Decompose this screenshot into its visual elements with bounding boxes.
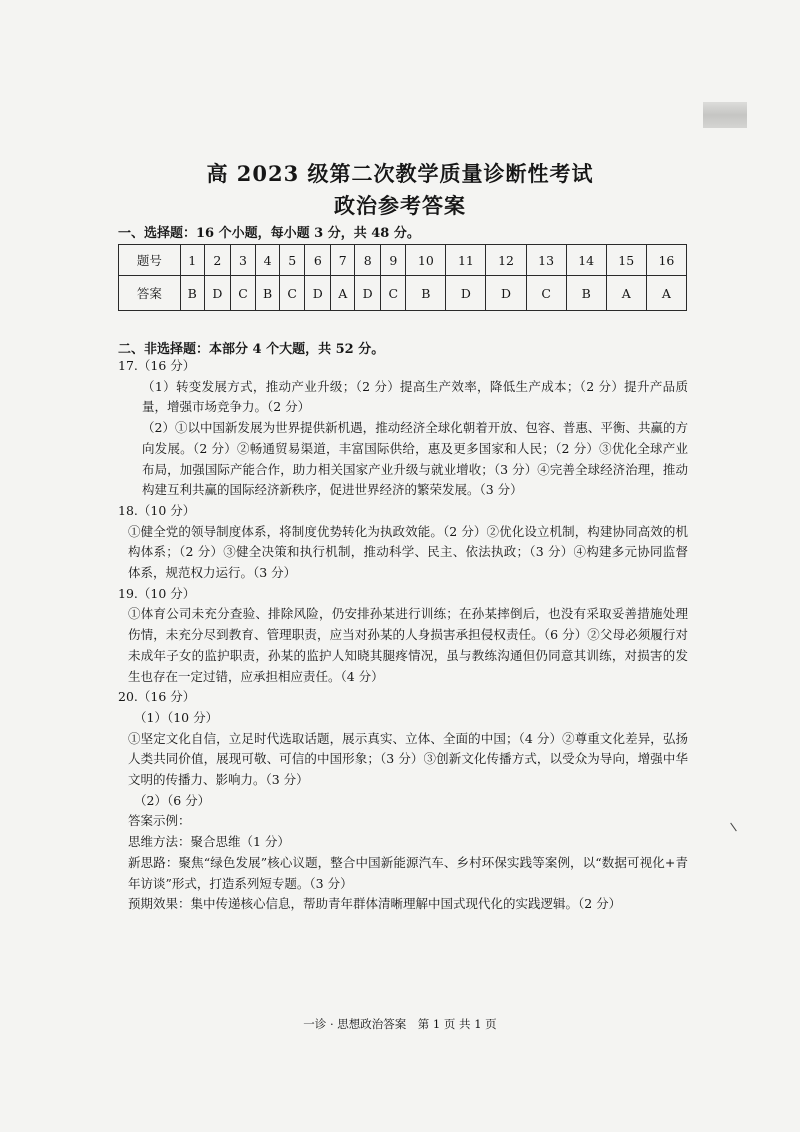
scan-corner-mark (703, 102, 747, 128)
section2-heading: 二、非选择题：本部分 4 个大题，共 52 分。 (118, 342, 385, 357)
question-number-cell: 6 (305, 245, 331, 276)
q20-sub1-answer: ①坚定文化自信，立足时代选取话题，展示真实、立体、全面的中国；（4 分）②尊重文化差异，弘扬人类共同价值，展现可敬、可信的中国形象；（3 分）③创新文化传播方式，以受众为导向，增强中华文明的传播力、影响力。（3 分） (128, 730, 688, 788)
page-footer: 一诊 · 思想政治答案 第 1 页 共 1 页 (303, 1017, 497, 1031)
answers-body (118, 356, 688, 915)
q20-expected-effect: 预期效果：集中传递核心信息，帮助青年群体清晰理解中国式现代化的实践逻辑。（2 分） (128, 896, 622, 912)
answer-table (118, 244, 687, 311)
answer-cell: C (230, 276, 255, 311)
answer-cell: A (646, 276, 686, 311)
q20-thinking-method: 思维方法：聚合思维（1 分） (128, 834, 290, 850)
q17-part2: （2）①以中国新发展为世界提供新机遇，推动经济全球化朝着开放、包容、普惠、平衡、共赢的方向发展。（2 分）②畅通贸易渠道，丰富国际供给，惠及更多国家和人民；（2 分）③优化全球产业布局，加强国际产能合作，助力相关国家产业升级与就业增收；（3 分）④完善全球经济治理，推动构建互利共赢的国际经济新秩序，促进世界经济的繁荣发展。（3 分） (142, 420, 688, 498)
q17-heading: 17.（16 分） (118, 358, 196, 373)
answer-cell: B (406, 276, 446, 311)
question-number-cell: 11 (446, 245, 486, 276)
question-number-cell: 7 (331, 245, 355, 276)
question-number-cell: 12 (486, 245, 526, 276)
answer-cell: C (526, 276, 566, 311)
q19-heading: 19.（10 分） (118, 585, 196, 601)
answer-cell: D (355, 276, 381, 311)
answer-cell: B (180, 276, 204, 311)
row-header-number: 题号 (119, 245, 181, 276)
q20-sub2-heading: （2）（6 分） (134, 792, 211, 808)
stray-pen-mark (730, 823, 737, 832)
q18-answer: ①健全党的领导制度体系，将制度优势转化为执政效能。（2 分）②优化设立机制，构建协同高效的机构体系；（2 分）③健全决策和执行机制，推动科学、民主、依法执政；（3 分）④构建多元协同监督体系，规范权力运行。（3 分） (128, 523, 688, 581)
question-number-row (119, 245, 687, 276)
answer-cell: D (446, 276, 486, 311)
answer-row (119, 276, 687, 311)
q20-example-label: 答案示例： (128, 813, 191, 829)
q20-heading: 20.（16 分） (118, 689, 196, 705)
exam-subtitle: 政治参考答案 (334, 193, 466, 218)
answer-cell: D (486, 276, 526, 311)
question-number-cell: 15 (606, 245, 646, 276)
question-number-cell: 8 (355, 245, 381, 276)
question-number-cell: 4 (256, 245, 280, 276)
q19-answer: ①体育公司未充分查验、排除风险，仍安排孙某进行训练；在孙某摔倒后，也没有采取妥善措施处理伤情，未充分尽到教育、管理职责，应当对孙某的人身损害承担侵权责任。（6 分）②父母必须履行对未成年子女的监护职责，孙某的监护人知晓其腿疼情况，虽与教练沟通但仍同意其训练，对损害的发生也存在一定过错，应承担相应责任。（4 分） (128, 606, 688, 684)
question-number-cell: 14 (566, 245, 606, 276)
answer-cell: B (256, 276, 280, 311)
exam-title: 高 2023 级第二次教学质量诊断性考试 (206, 161, 594, 186)
answer-cell: A (606, 276, 646, 311)
q18-heading: 18.（10 分） (118, 502, 196, 518)
answer-cell: C (280, 276, 305, 311)
q20-sub1-heading: （1）（10 分） (134, 709, 219, 725)
answer-cell: A (331, 276, 355, 311)
question-number-cell: 2 (204, 245, 230, 276)
question-number-cell: 16 (646, 245, 686, 276)
answer-cell: D (204, 276, 230, 311)
question-number-cell: 1 (180, 245, 204, 276)
answer-cell: B (566, 276, 606, 311)
q20-new-idea: 新思路：聚焦“绿色发展”核心议题，整合中国新能源汽车、乡村环保实践等案例，以“数据可视化+青年访谈”形式，打造系列短专题。（3 分） (128, 854, 688, 891)
answer-cell: C (381, 276, 406, 311)
q17-part1: （1）转变发展方式，推动产业升级；（2 分）提高生产效率，降低生产成本；（2 分）提升产品质量，增强市场竞争力。（2 分） (142, 378, 688, 415)
answer-cell: D (305, 276, 331, 311)
question-number-cell: 9 (381, 245, 406, 276)
row-header-answer: 答案 (119, 276, 181, 311)
question-number-cell: 10 (406, 245, 446, 276)
question-number-cell: 13 (526, 245, 566, 276)
question-number-cell: 5 (280, 245, 305, 276)
question-number-cell: 3 (230, 245, 255, 276)
section1-heading: 一、选择题：16 个小题，每小题 3 分，共 48 分。 (118, 226, 420, 241)
